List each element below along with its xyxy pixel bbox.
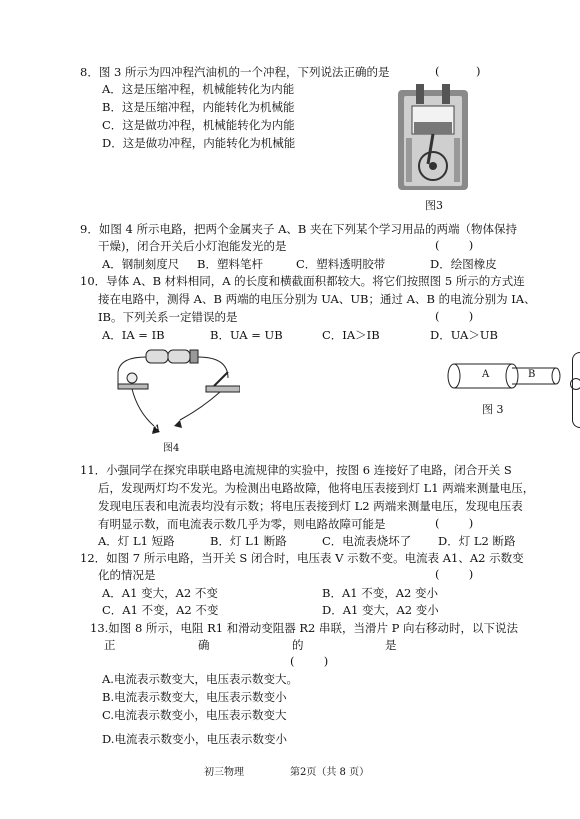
q9-answer-paren: ( ) [435,238,474,252]
conductor-figure [446,362,566,392]
conductor-a-label: A [482,369,490,380]
q11-option-d: D．灯 L2 断路 [438,534,516,548]
q10-answer-paren: ( ) [435,309,474,323]
q9-option-d: D．绘图橡皮 [430,257,497,271]
q11-line4: 有明显示数，而电流表示数几乎为零，则电路故障可能是 [98,517,386,531]
q13-option-b: B.电流表示数变大，电压表示数变小 [102,690,287,704]
q8-option-c: C．这是做功冲程，机械能转化为内能 [102,118,295,132]
q13-option-d: D.电流表示数变小，电压表示数变小 [102,732,287,746]
q9-option-a: A．钢制刻度尺 [102,257,180,271]
q13-line2-a: 正 [104,638,116,652]
q11-answer-paren: ( ) [435,516,474,530]
q11-option-c: C．电流表烧坏了 [322,534,412,548]
q12-line1: 12．如图 7 所示电路，当开关 S 闭合时，电压表 V 示数不变。电流表 A1、A2 示数变 [80,551,524,565]
footer-page: 第2页（共 8 页） [290,767,370,778]
q12-answer-paren: ( ) [435,567,474,581]
engine-figure [398,82,468,194]
q13-option-a: A.电流表示数变大，电压表示数变大。 [102,672,298,686]
conductor-b-label: B [528,369,536,380]
q10-option-a: A．IA = IB [102,328,165,342]
fig4-label: 图4 [163,443,180,454]
q8-option-a: A．这是压缩冲程，机械能转化为内能 [102,82,295,96]
q11-line2: 后，发现两灯均不发光。为检测出电路故障，他将电压表接到灯 L1 两端来测量电压， [98,481,535,495]
q9-line2: 干燥)，闭合开关后小灯泡能发光的是 [98,239,287,253]
q8-option-d: D．这是做功冲程，内能转化为机械能 [102,136,296,150]
q8-option-b: B．这是压缩冲程，内能转化为机械能 [102,100,295,114]
q12-option-d: D．A1 变大，A2 变小 [322,603,439,617]
q10-line3: IB。下列关系一定错误的是 [98,310,238,324]
binding-tab [572,352,580,428]
binding-tab-circle [570,378,580,390]
q11-line3: 发现电压表和电流表均没有示数；将电压表接到灯 L2 两端来测量电压，发现电压表 [98,499,523,513]
q13-line2-b: 确 [198,638,210,652]
q12-option-b: B．A1 不变，A2 变小 [322,586,439,600]
q12-line2: 化的情况是 [98,568,156,582]
footer-subject: 初三物理 [204,767,244,778]
fig4-clip-label: A [153,424,161,435]
q9-option-c: C．塑料透明胶带 [296,257,386,271]
q11-line1: 11．小强同学在探究串联电路电流规律的实验中，按图 6 连接好了电路，闭合开关 S [80,463,512,477]
q10-line1: 10．导体 A、B 材料相同，A 的长度和横截面积都较大。将它们按照图 5 所示的方式连 [80,274,525,288]
q10-option-b: B．UA = UB [210,328,283,342]
q13-line2-c: 的 [292,638,304,652]
q12-option-c: C．A1 不变，A2 不变 [102,603,219,617]
q13-option-c: C.电流表示数变小，电压表示数变大 [102,708,287,722]
q8-stem: 8．图 3 所示为四冲程汽油机的一个冲程，下列说法正确的是 [80,65,390,79]
q9-option-b: B．塑料笔杆 [197,257,263,271]
q10-line2: 接在电路中，测得 A、B 两端的电压分别为 UA、UB；通过 A、B 的电流分别为 IA、 [98,292,536,306]
q8-figure-label: 图3 [425,199,443,212]
q10-option-c: C．IA＞IB [322,328,380,342]
q13-line2-d: 是 [385,638,397,652]
q12-option-a: A．A1 变大，A2 不变 [102,586,218,600]
q10-option-d: D．UA＞UB [430,328,499,342]
q8-answer-paren: ( ) [435,64,481,78]
q11-option-a: A．灯 L1 短路 [98,534,175,548]
circuit-figure-4 [110,342,240,438]
q13-answer-paren: ( ) [290,654,329,668]
q9-line1: 9．如图 4 所示电路，把两个金属夹子 A、B 夹在下列某个学习用品的两端（物体保持 [80,222,518,236]
conductor-figure-label: 图 3 [482,403,504,416]
q11-option-b: B．灯 L1 断路 [210,534,287,548]
q13-line1: 13.如图 8 所示，电阻 R1 和滑动变阻器 R2 串联，当滑片 P 向右移动时，以下说法 [90,621,519,635]
